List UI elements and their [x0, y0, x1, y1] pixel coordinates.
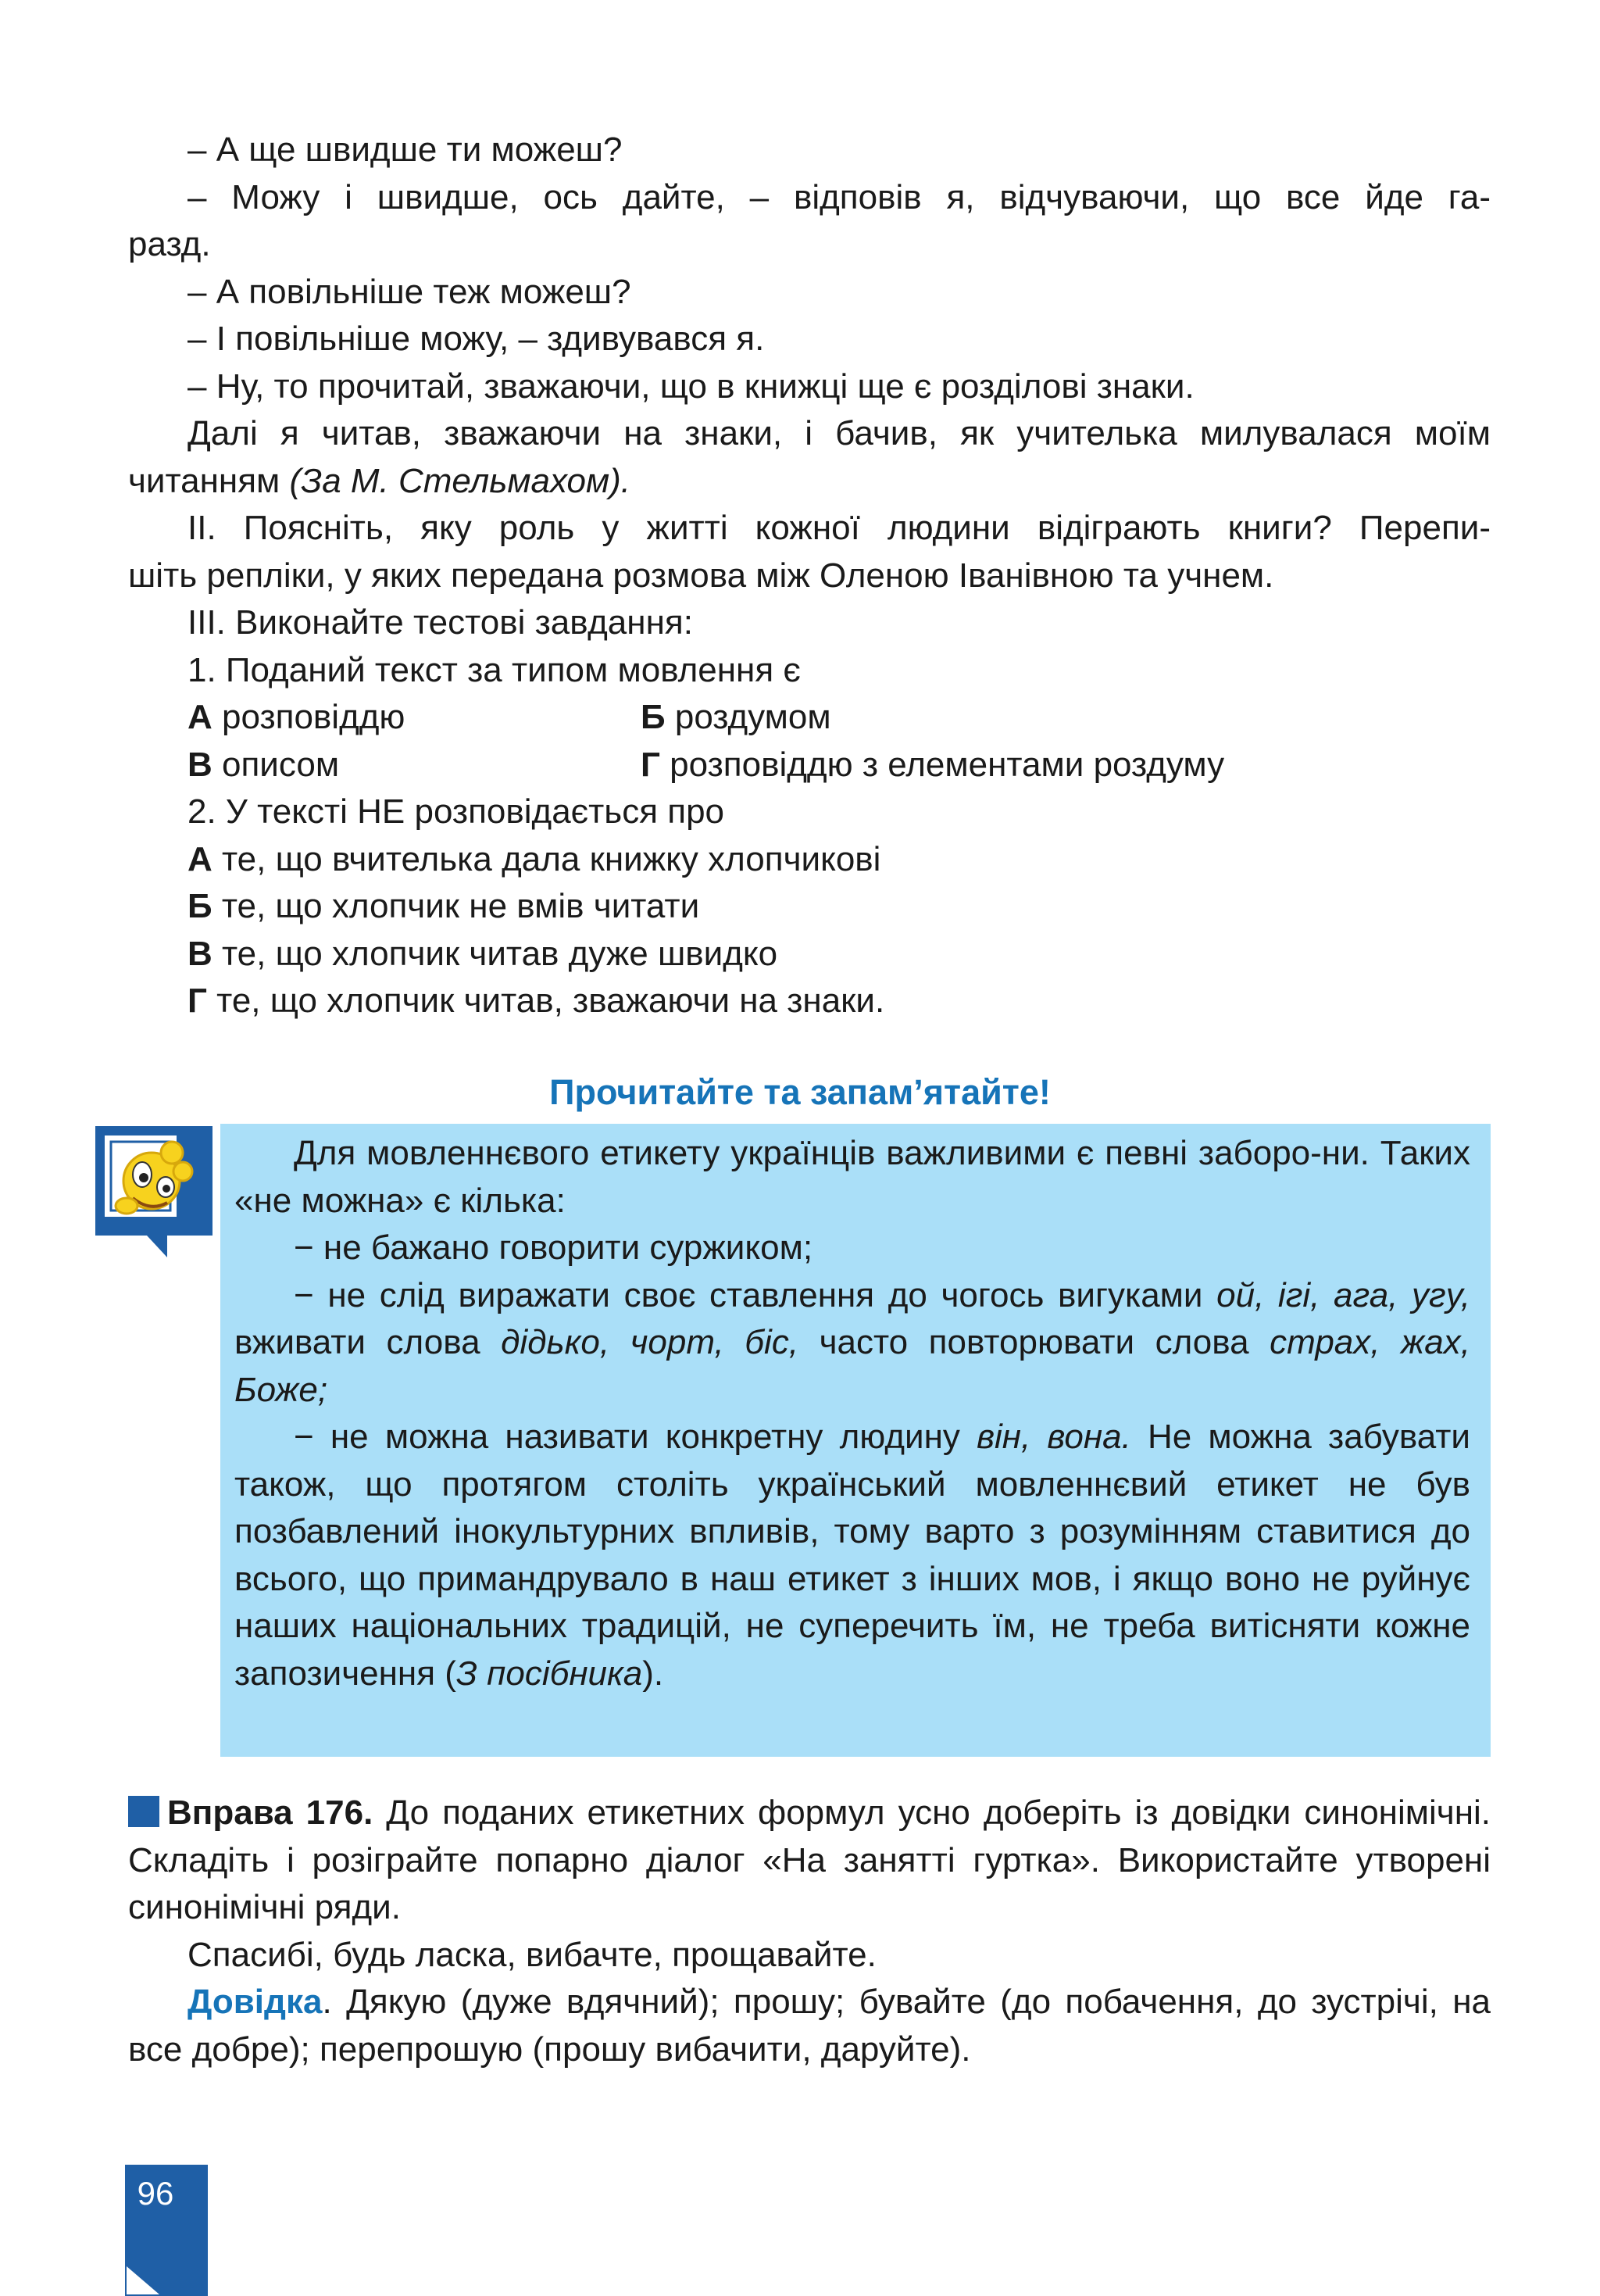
dialog-line: – І повільніше можу, – здивувався я.	[188, 320, 765, 358]
q2-option-a: А те, що вчителька дала книжку хлопчикові	[188, 839, 881, 878]
rule-text	[234, 1130, 1470, 1697]
rule-item: − не можна називати конкретну людину він, вона. Не можна забувати також, що протягом століть український мовленнєвий етикет не був позбавлений інокультурних впливів, тому варто з розумінням ставитися до всього, що примандрувало в наш етикет з інших мов, і якщо воно не руйнує наших національних традицій, не суперечить їм, не треба витісняти кожне запозичення (З посібника).	[234, 1418, 1471, 1693]
remember-icon	[95, 1126, 212, 1261]
q1-option-b: Б роздумом	[641, 698, 831, 736]
rule-item: − не слід виражати своє ставлення до чогось вигуками ой, ігі, ага, угу, вживати слова дідько, чорт, біс, часто повторювати слова страх, жах, Боже;	[234, 1275, 1471, 1409]
rule-title: Прочитайте та запам’ятайте!	[549, 1072, 1051, 1112]
q1-options-row-2	[128, 742, 1491, 789]
q1-options-row-1	[128, 694, 1491, 742]
dialog-line	[128, 458, 1491, 506]
exercise-block	[128, 1790, 1491, 2073]
dialog-line: – А ще швидше ти можеш?	[188, 131, 623, 169]
task2-line: шіть репліки, у яких передана розмова між Оленою Іванівною та учнем.	[128, 556, 1274, 595]
dialog-source: (За М. Стельмахом).	[289, 461, 631, 500]
exercise-label: Вправа 176.	[167, 1794, 373, 1832]
dialog-line: – А повільніше теж можеш?	[188, 272, 631, 311]
dialog-line: разд.	[128, 225, 211, 263]
question-1: 1. Поданий текст за типом мовлення є	[188, 650, 801, 689]
q1-option-a: А розповіддю	[188, 698, 405, 736]
dialog-text: читанням	[128, 461, 290, 500]
rule-item: − не бажано говорити суржиком;	[294, 1228, 813, 1267]
q1-option-v: В описом	[188, 745, 340, 784]
q1-option-g: Г розповіддю з елементами роздуму	[641, 745, 1225, 784]
exercise-words: Спасибі, будь ласка, вибачте, прощавайте.	[188, 1935, 877, 1974]
dialog-line: Далі я читав, зважаючи на знаки, і бачив, як учителька милувалася моїм	[188, 414, 1491, 452]
q2-option-g: Г те, що хлопчик читав, зважаючи на знаки.	[188, 982, 885, 1020]
task2-line: ІІ. Поясніть, яку роль у житті кожної людини відіграють книги? Перепи-	[188, 509, 1491, 547]
page-number: 96	[137, 2175, 174, 2212]
exercise-marker-icon	[128, 1796, 159, 1827]
reference-text: Довідка. Дякую (дуже вдячний); прошу; бувайте (до побачення, до зустрічі, на все добре); перепрошую (прошу вибачити, даруйте).	[128, 1983, 1491, 2069]
task3-heading: ІІІ. Виконайте тестові завдання:	[188, 603, 693, 642]
q2-option-b: Б те, що хлопчик не вмів читати	[188, 887, 700, 925]
exercise-text: Вправа 176. До поданих етикетних формул усно доберіть із довідки синонімічні. Складіть і розіграйте попарно діалог «На занятті гуртка». Використайте утворені синонімічні ряди.	[128, 1794, 1491, 1926]
q2-option-v: В те, що хлопчик читав дуже швидко	[188, 934, 778, 973]
reference-label: Довідка	[188, 1983, 323, 2021]
dialog-line: – Можу і швидше, ось дайте, – відповів я, відчуваючи, що все йде га-	[188, 177, 1491, 216]
rule-paragraph: Для мовленнєвого етикету українців важливими є певні заборо-ни. Таких «не можна» є кілька:	[234, 1134, 1470, 1220]
dialog-line: – Ну, то прочитай, зважаючи, що в книжці ще є розділові знаки.	[188, 367, 1195, 406]
dialog-block	[128, 127, 1491, 1025]
question-2: 2. У тексті НЕ розповідається про	[188, 792, 725, 831]
